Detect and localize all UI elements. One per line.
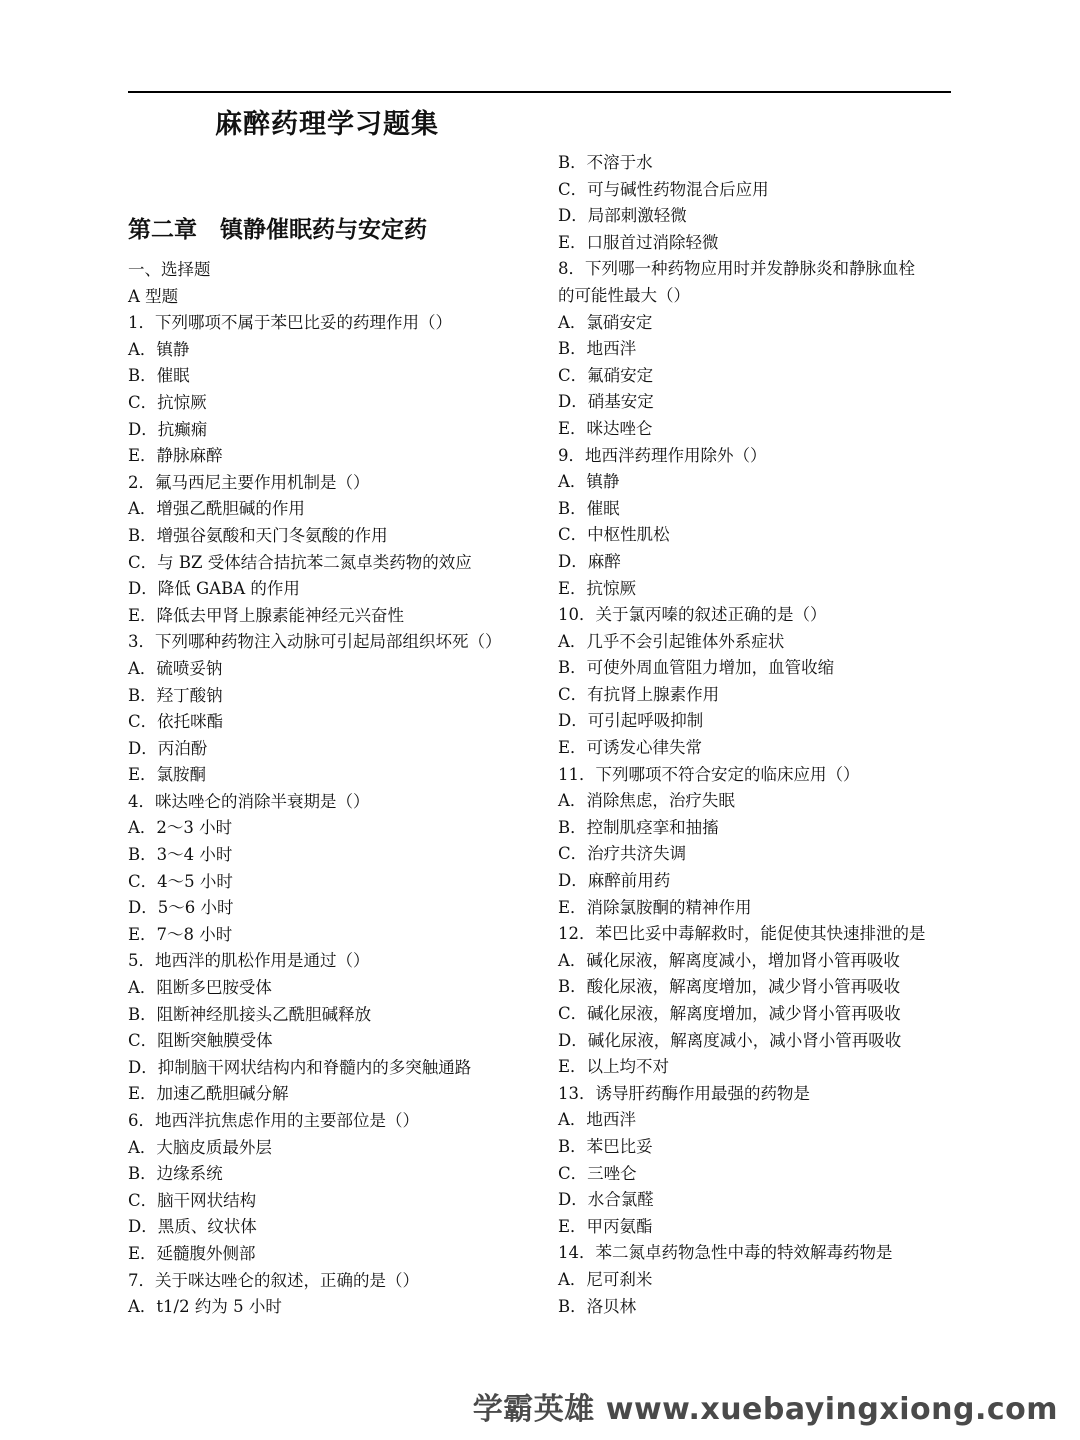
text-line: 一、选择题: [128, 260, 211, 279]
text-line: C．可与碱性药物混合后应用: [558, 179, 769, 199]
text-line: B．3～4 小时: [128, 845, 233, 865]
chapter-heading: 第二章 镇静催眠药与安定药: [128, 216, 427, 243]
text-line: D．麻醉: [558, 551, 621, 571]
text-line: C．治疗共济失调: [558, 844, 687, 864]
text-line: 9．地西泮药理作用除外（）: [558, 445, 767, 465]
text-line: A．增强乙酰胆碱的作用: [128, 499, 305, 519]
text-line: B．增强谷氨酸和天门冬氨酸的作用: [128, 525, 388, 545]
text-line: C．三唑仑: [558, 1163, 637, 1183]
text-line: C．碱化尿液，解离度增加，减少肾小管再吸收: [558, 1004, 901, 1023]
text-line: 11．下列哪项不符合安定的临床应用（）: [558, 764, 860, 784]
text-line: A．碱化尿液，解离度减小，增加肾小管再吸收: [558, 950, 900, 970]
text-line: D．硝基安定: [558, 392, 654, 412]
text-line: E．可诱发心律失常: [558, 738, 703, 758]
text-line: 14．苯二氮卓药物急性中毒的特效解毒药物是: [558, 1243, 893, 1263]
text-line: A．大脑皮质最外层: [128, 1137, 272, 1157]
text-line: D．抑制脑干网状结构内和脊髓内的多突触通路: [128, 1057, 472, 1077]
text-line: B．催眠: [128, 366, 190, 386]
text-line: 2．氟马西尼主要作用机制是（）: [128, 472, 370, 492]
text-line: E．以上均不对: [558, 1057, 670, 1077]
text-line: D．抗癫痫: [128, 419, 208, 439]
text-line: B．苯巴比妥: [558, 1136, 653, 1156]
text-line: A．地西泮: [558, 1110, 636, 1130]
text-line: 10．关于氯丙嗪的叙述正确的是（）: [558, 605, 827, 625]
text-line: E．咪达唑仑: [558, 418, 653, 438]
text-line: E．静脉麻醉: [128, 446, 223, 466]
text-line: D．水合氯醛: [558, 1190, 654, 1210]
right-column: [558, 150, 958, 1320]
text-line: A．t1/2 约为 5 小时: [128, 1297, 282, 1317]
text-line: A．镇静: [128, 339, 190, 359]
text-line: E．甲丙氨酯: [558, 1216, 653, 1236]
text-line: B．地西泮: [558, 339, 637, 359]
text-line: E．降低去甲肾上腺素能神经元兴奋性: [128, 605, 405, 625]
text-line: C．依托咪酯: [128, 712, 224, 732]
text-line: D．5～6 小时: [128, 898, 234, 918]
text-line: 7．关于咪达唑仑的叙述，正确的是（）: [128, 1270, 419, 1290]
text-line: A．尼可刹米: [558, 1269, 653, 1289]
text-line: C．中枢性肌松: [558, 525, 670, 545]
text-line: C．抗惊厥: [128, 392, 207, 412]
text-line: 13．诱导肝药酶作用最强的药物是: [558, 1083, 810, 1103]
text-line: D．丙泊酚: [128, 738, 208, 758]
text-line: C．与 BZ 受体结合拮抗苯二氮卓类药物的效应: [128, 552, 472, 572]
text-line: C．氟硝安定: [558, 365, 654, 385]
text-line: D．可引起呼吸抑制: [558, 711, 704, 731]
text-line: C．有抗肾上腺素作用: [558, 684, 720, 704]
text-line: 5．地西泮的肌松作用是通过（）: [128, 951, 370, 971]
document-title: 麻醉药理学习题集: [215, 109, 439, 140]
text-line: E．氯胺酮: [128, 765, 207, 785]
left-column: [128, 257, 538, 1321]
text-line: 3．下列哪种药物注入动脉可引起局部组织坏死（）: [128, 632, 502, 652]
text-line: E．消除氯胺酮的精神作用: [558, 897, 752, 917]
text-line: D．黑质、纹状体: [128, 1217, 257, 1237]
text-line: B．洛贝林: [558, 1296, 637, 1316]
text-line: B．边缘系统: [128, 1164, 223, 1184]
text-line: C．阻断突触膜受体: [128, 1031, 273, 1051]
text-line: 的可能性最大（）: [558, 285, 690, 305]
text-line: 8．下列哪一种药物应用时并发静脉炎和静脉血栓: [558, 259, 915, 279]
text-line: C．4～5 小时: [128, 871, 233, 891]
text-line: 6．地西泮抗焦虑作用的主要部位是（）: [128, 1111, 419, 1130]
text-line: C．脑干网状结构: [128, 1190, 257, 1210]
text-line: B．控制肌痉挛和抽搐: [558, 817, 719, 837]
text-line: A．阻断多巴胺受体: [128, 978, 272, 998]
text-line: A 型题: [128, 286, 179, 306]
text-line: A．消除焦虑，治疗失眠: [558, 791, 735, 811]
watermark: 学霸英雄 www.xuebayingxiong.com: [472, 1392, 1058, 1427]
text-line: B．可使外周血管阻力增加，血管收缩: [558, 658, 835, 678]
text-line: E．延髓腹外侧部: [128, 1243, 256, 1263]
text-line: B．阻断神经肌接头乙酰胆碱释放: [128, 1004, 372, 1024]
text-line: A．2～3 小时: [128, 818, 233, 838]
text-line: A．氯硝安定: [558, 312, 653, 332]
text-line: A．镇静: [558, 472, 620, 492]
text-line: B．羟丁酸钠: [128, 685, 223, 705]
text-line: A．硫喷妥钠: [128, 658, 223, 678]
text-line: D．降低 GABA 的作用: [128, 579, 300, 599]
text-line: B．催眠: [558, 498, 620, 518]
text-line: E．口服首过消除轻微: [558, 232, 719, 252]
text-line: B．不溶于水: [558, 153, 653, 172]
text-line: D．麻醉前用药: [558, 871, 671, 891]
text-line: B．酸化尿液，解离度增加，减少肾小管再吸收: [558, 977, 901, 997]
text-line: 1．下列哪项不属于苯巴比妥的药理作用（）: [128, 313, 452, 333]
text-line: 12．苯巴比妥中毒解救时，能促使其快速排泄的是: [558, 924, 926, 944]
header-rule: [128, 91, 951, 93]
text-line: E．加速乙酰胆碱分解: [128, 1084, 289, 1104]
text-line: E．抗惊厥: [558, 578, 637, 598]
text-line: A．几乎不会引起锥体外系症状: [558, 631, 785, 651]
text-line: E．7～8 小时: [128, 924, 233, 944]
text-line: 4．咪达唑仑的消除半衰期是（）: [128, 791, 370, 811]
text-line: D．局部刺激轻微: [558, 206, 687, 226]
text-line: D．碱化尿液，解离度减小，减小肾小管再吸收: [558, 1030, 902, 1050]
